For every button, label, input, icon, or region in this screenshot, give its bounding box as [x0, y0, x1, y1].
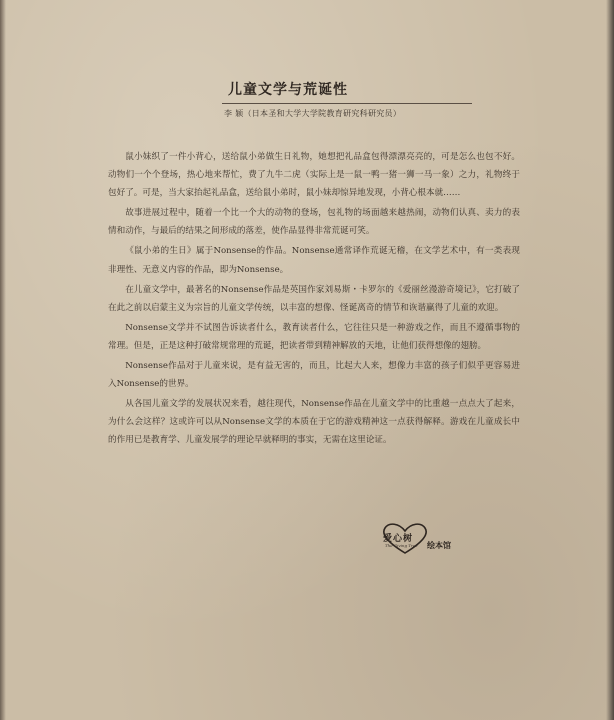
paragraph-6: Nonsense作品对于儿童来说，是有益无害的，而且，比起大人来，想像力丰富的孩子们似乎更容易进入Nonsense的世界。 — [108, 361, 520, 390]
article-title: 儿童文学与荒诞性 — [228, 82, 348, 98]
paragraph-1: 鼠小妹织了一件小背心，送给鼠小弟做生日礼物，她想把礼品盒包得漂漂亮亮的，可是怎么也包不好。动物们一个个登场，热心地来帮忙，费了九牛二虎（实际上是一鼠一鸭一猪一狮一马一象）之力，礼物终于包好了。可是，当大家抬起礼品盒，送给鼠小弟时，鼠小妹却惊异地发现，小背心根本就…… — [108, 152, 520, 199]
paragraph-4: 在儿童文学中，最著名的Nonsense作品是英国作家刘易斯・卡罗尔的《爱丽丝漫游奇境记》，它打破了在此之前以启蒙主义为宗旨的儿童文学传统，以丰富的想像、怪诞离奇的情节和诙谐赢得了儿童的欢迎。 — [108, 284, 520, 313]
paragraph-3: 《鼠小弟的生日》属于Nonsense的作品。Nonsense通常译作荒诞无稽，在文学艺术中，有一类表现非理性、无意义内容的作品，即为Nonsense。 — [108, 246, 520, 275]
title-underline — [222, 103, 472, 104]
logo-suffix-text: 绘本馆 — [427, 540, 451, 550]
logo-main-text: 爱心树 — [383, 534, 414, 544]
logo-sub-text: The Giving Tree — [385, 543, 418, 548]
paragraph-7: 从各国儿童文学的发展状况来看，越往现代，Nonsense作品在儿童文学中的比重越一点点大了起来，为什么会这样？这或许可以从Nonsense文学的本质在于它的游戏精神这一点获得解释。游戏在儿童成长中的作用已是教育学、儿童发展学的理论早就释明的事实，无需在这里论证。 — [108, 399, 520, 446]
page-shadow-left — [0, 0, 6, 720]
paragraph-5: Nonsense文学并不试图告诉读者什么，教育读者什么，它往往只是一种游戏之作，而且不遵循事物的常理。但是，正是这种打破常规常理的荒诞，把读者带到精神解放的天地，让他们获得想像的翅膀。 — [108, 322, 520, 351]
article-body — [108, 148, 520, 452]
paragraph-2: 故事进展过程中，随着一个比一个大的动物的登场，包礼物的场面越来越热闹，动物们认真、卖力的表情和动作，与最后的结果之间形成的落差，使作品显得非常荒诞可笑。 — [108, 208, 520, 237]
publisher-logo — [377, 520, 467, 560]
article-author: 李 颖（日本圣和大学大学院教育研究科研究员） — [224, 109, 402, 118]
page-shadow-right — [606, 0, 614, 720]
